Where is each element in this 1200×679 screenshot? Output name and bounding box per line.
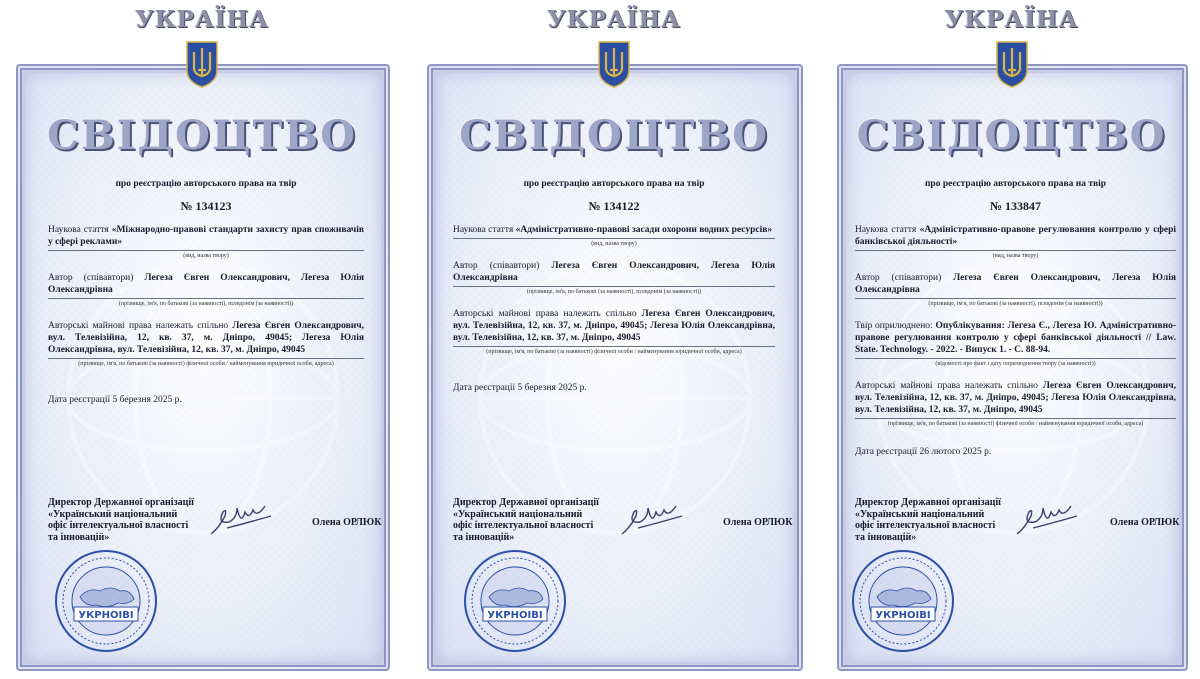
rights-prefix: Авторські майнові права належать спільно — [453, 309, 637, 319]
director-title — [855, 497, 1005, 543]
ukrnoivi-seal-icon — [851, 549, 955, 653]
certificate-number: № 134122 — [588, 199, 640, 213]
authors: Легеза Євген Олександрович, Легеза Юлія Олександрівна — [48, 273, 364, 295]
rights-line — [855, 380, 1176, 416]
banner-ukraine: УКРАЇНА — [135, 6, 269, 33]
certificate-body — [453, 178, 775, 394]
subtitle: про реєстрацію авторського права на твір — [523, 179, 705, 189]
work-hint: (вид, назва твору) — [48, 250, 364, 260]
signature-icon — [1013, 498, 1083, 540]
rights-holders: Легеза Євген Олександрович, вул. Телевізійна, 12, кв. 37, м. Дніпро, 49045; Легеза Юлія Олександрівна, вул. Телевізійна, 12, кв. 37, м. Дніпро, 49045 — [855, 381, 1177, 415]
tryzub-icon — [597, 40, 631, 88]
director-line: та інновацій» — [855, 531, 917, 543]
rights-line — [453, 308, 775, 344]
certificate-title: СВІДОЦТВО — [47, 112, 357, 159]
director-line: «Український національний — [453, 508, 583, 520]
signature-icon — [618, 498, 688, 540]
publication-prefix: Твір оприлюднено: — [855, 321, 933, 331]
certificate-body — [855, 178, 1176, 458]
certificate-134122 — [413, 0, 815, 679]
author-hint: (прізвище, ім'я, по батькові (за наявності), псевдонім (за наявності)) — [453, 286, 775, 296]
seal-text: УКРНОІВІ — [487, 610, 543, 621]
rights-hint: (прізвище, ім'я, по батькові (за наявності) фізичної особи / найменування юридичної особи, адреса) — [48, 358, 364, 368]
director-line: та інновацій» — [453, 531, 515, 543]
work-line — [48, 224, 364, 248]
author-prefix: Автор (співавтори) — [855, 273, 942, 283]
director-line: офіс інтелектуальної власності — [855, 520, 996, 531]
rights-prefix: Авторські майнові права належать спільно — [48, 321, 229, 331]
registration-date: Дата реєстрації 26 лютого 2025 р. — [855, 447, 992, 457]
director-line: Директор Державної організації — [855, 497, 1001, 508]
director-line: «Український національний — [855, 508, 985, 520]
registration-date: Дата реєстрації 5 березня 2025 р. — [48, 395, 182, 405]
work-line — [855, 224, 1176, 248]
work-title: «Міжнародно-правові стандарти захисту прав споживачів у сфері реклами» — [48, 225, 365, 247]
rights-holders: Легеза Євген Олександрович, вул. Телевізійна, 12, кв. 37, м. Дніпро, 49045; Легеза Юлія Олександрівна, вул. Телевізійна, 12, кв. 37, м. Дніпро, 49045 — [453, 309, 776, 343]
subtitle: про реєстрацію авторського права на твір — [115, 179, 297, 189]
author-line — [48, 272, 364, 296]
director-title — [453, 497, 603, 543]
work-prefix: Наукова стаття — [453, 225, 514, 235]
author-line — [453, 260, 775, 284]
director-line: та інновацій» — [48, 531, 110, 543]
author-prefix: Автор (співавтори) — [453, 261, 540, 271]
publication-hint: (відомості про факт і дату оприлюднення твору (за наявності)) — [855, 358, 1176, 368]
author-hint: (прізвище, ім'я, по батькові (за наявності), псевдонім (за наявності)) — [855, 298, 1176, 308]
work-hint: (вид, назва твору) — [855, 250, 1176, 260]
work-title: «Адміністративно-правові засади охорони водних ресурсів» — [515, 225, 773, 235]
rights-hint: (прізвище, ім'я, по батькові (за наявності) фізичної особи / найменування юридичної особи, адреса) — [855, 418, 1176, 428]
rights-holders: Легеза Євген Олександрович, вул. Телевізійна, 12, кв. 37, м. Дніпро, 49045; Легеза Юлія Олександрівна, вул. Телевізійна, 12, кв. 37, м. Дніпро, 49045 — [48, 321, 365, 355]
author-line — [855, 272, 1176, 296]
director-line: офіс інтелектуальної власності — [453, 520, 594, 531]
certificate-134123 — [2, 0, 402, 679]
publication-details: Опублікування: Легеза Є., Легеза Ю. Адміністративно-правове регулювання контролю у сфері банківської діяльності // Law. State. Technology. - 2022. - Випуск 1. - С. 88-94. — [855, 321, 1176, 355]
certificate-number: № 134123 — [180, 199, 232, 213]
authors: Легеза Євген Олександрович, Легеза Юлія Олександрівна — [855, 273, 1176, 295]
seal-text: УКРНОІВІ — [78, 610, 134, 621]
work-prefix: Наукова стаття — [48, 225, 109, 235]
certificate-number: № 133847 — [989, 199, 1042, 213]
tryzub-icon — [995, 40, 1029, 88]
certificate-133847 — [823, 0, 1200, 679]
certificate-title: СВІДОЦТВО — [459, 112, 769, 159]
tryzub-icon — [185, 40, 219, 88]
work-title: «Адміністративно-правове регулювання контролю у сфері банківської діяльності» — [855, 225, 1176, 247]
authors: Легеза Євген Олександрович, Легеза Юлія Олександрівна — [453, 261, 775, 283]
author-hint: (прізвище, ім'я, по батькові (за наявності), псевдонім (за наявності)) — [48, 298, 364, 308]
ukrnoivi-seal-icon — [463, 549, 567, 653]
author-prefix: Автор (співавтори) — [48, 273, 134, 283]
director-line: «Український національний — [48, 508, 178, 520]
signer-name: Олена ОРЛЮК — [312, 517, 382, 528]
rights-prefix: Авторські майнові права належать спільно — [855, 381, 1039, 391]
subtitle: про реєстрацію авторського права на твір — [924, 179, 1107, 189]
work-line — [453, 224, 775, 236]
director-title — [48, 497, 198, 543]
work-prefix: Наукова стаття — [855, 225, 917, 235]
certificate-title: СВІДОЦТВО — [856, 112, 1167, 159]
director-line: Директор Державної організації — [453, 497, 599, 508]
seal-text: УКРНОІВІ — [875, 610, 931, 621]
signer-name: Олена ОРЛЮК — [1110, 517, 1180, 528]
registration-date: Дата реєстрації 5 березня 2025 р. — [453, 383, 587, 393]
certificate-body — [48, 178, 364, 406]
banner-ukraine: УКРАЇНА — [547, 6, 681, 33]
work-hint: (вид, назва твору) — [453, 238, 775, 248]
publication-line — [855, 320, 1176, 356]
rights-hint: (прізвище, ім'я, по батькові (за наявності) фізичної особи / найменування юридичної особи, адреса) — [453, 346, 775, 356]
director-line: Директор Державної організації — [48, 497, 194, 508]
signature-icon — [207, 498, 277, 540]
signer-name: Олена ОРЛЮК — [723, 517, 793, 528]
rights-line — [48, 320, 364, 356]
ukrnoivi-seal-icon — [54, 549, 158, 653]
banner-ukraine: УКРАЇНА — [944, 6, 1079, 33]
director-line: офіс інтелектуальної власності — [48, 520, 189, 531]
